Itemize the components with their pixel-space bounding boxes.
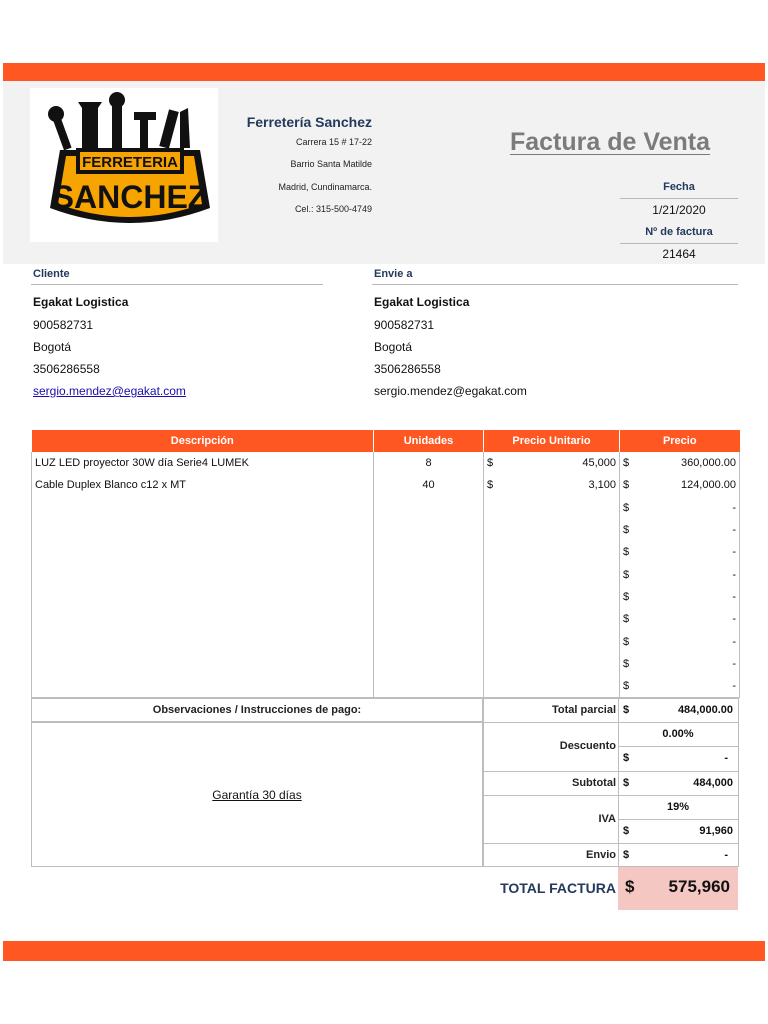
item-unit-price-currency (484, 563, 502, 585)
item-unit-price (502, 563, 620, 585)
item-description: Cable Duplex Blanco c12 x MT (32, 474, 374, 496)
discount-value: - (724, 752, 728, 764)
tax-currency: $ (623, 825, 630, 837)
item-price-currency: $ (620, 653, 638, 675)
item-unit-price-currency (484, 608, 502, 630)
totals-line-5 (618, 819, 739, 820)
item-unit-price-currency (484, 519, 502, 541)
logo-text-bottom: SANCHEZ (52, 179, 208, 215)
table-row (32, 497, 740, 519)
item-price: - (638, 563, 740, 585)
client-email-link[interactable]: sergio.mendez@egakat.com (33, 384, 186, 398)
client-id: 900582731 (33, 318, 94, 332)
item-description (32, 519, 374, 541)
items-header-row (32, 430, 740, 452)
item-price: - (638, 586, 740, 608)
totals-line-4 (483, 795, 739, 796)
table-row (32, 586, 740, 608)
invoice-title: Factura de Venta (509, 128, 711, 156)
ship-to-city: Bogotá (374, 340, 413, 354)
item-units (374, 630, 484, 652)
item-price: - (638, 630, 740, 652)
item-units (374, 563, 484, 585)
item-unit-price-currency (484, 630, 502, 652)
table-row (32, 474, 740, 496)
item-price-currency: $ (620, 452, 638, 474)
company-address-line2: Barrio Santa Matilde (290, 159, 372, 169)
ship-to-phone: 3506286558 (374, 362, 441, 376)
item-price: - (638, 497, 740, 519)
discount-percent: 0.00% (662, 728, 694, 740)
item-unit-price-currency (484, 653, 502, 675)
subtotal-value: 484,000 (693, 777, 733, 789)
items-table (31, 430, 740, 698)
totals-line-1 (483, 722, 739, 723)
item-unit-price (502, 541, 620, 563)
item-description (32, 653, 374, 675)
bottom-accent-bar (3, 941, 765, 961)
item-units (374, 675, 484, 697)
top-accent-bar (3, 63, 765, 81)
item-unit-price (502, 675, 620, 697)
ship-to-id: 900582731 (374, 318, 435, 332)
item-price-currency: $ (620, 630, 638, 652)
company-address-line1: Carrera 15 # 17-22 (295, 137, 372, 147)
item-units (374, 497, 484, 519)
invoice-date: 1/21/2020 (652, 203, 706, 217)
date-divider (620, 198, 738, 199)
logo-text-top: FERRETERIA (82, 154, 178, 171)
item-units (374, 608, 484, 630)
client-label: Cliente (33, 268, 70, 280)
item-description (32, 586, 374, 608)
ship-to-label: Envie a (374, 268, 413, 280)
table-row (32, 519, 740, 541)
item-unit-price-currency (484, 541, 502, 563)
item-units: 8 (374, 452, 484, 474)
item-description (32, 497, 374, 519)
header-unit-price: Precio Unitario (484, 430, 620, 452)
item-price-currency: $ (620, 541, 638, 563)
tax-percent: 19% (666, 801, 690, 813)
item-price-currency: $ (620, 608, 638, 630)
company-logo (30, 88, 218, 242)
item-description: LUZ LED proyector 30W día Serie4 LUMEK (32, 452, 374, 474)
grand-total-value: 575,960 (668, 877, 730, 896)
grand-total-box (618, 867, 738, 910)
subtotal-currency: $ (623, 777, 630, 789)
item-unit-price-currency: $ (484, 452, 502, 474)
grand-total-currency: $ (625, 877, 635, 896)
table-row (32, 630, 740, 652)
item-price-currency: $ (620, 563, 638, 585)
item-price-currency: $ (620, 474, 638, 496)
table-row (32, 675, 740, 697)
company-city: Madrid, Cundinamarca. (278, 182, 372, 192)
shipping-value: - (724, 849, 728, 861)
item-unit-price (502, 608, 620, 630)
header-price: Precio (620, 430, 740, 452)
item-description (32, 675, 374, 697)
invoice-number-label: Nº de factura (645, 226, 713, 238)
item-unit-price (502, 497, 620, 519)
item-description (32, 563, 374, 585)
table-row (32, 653, 740, 675)
invoice-number-divider (620, 243, 738, 244)
item-unit-price (502, 586, 620, 608)
item-price: - (638, 653, 740, 675)
item-price-currency: $ (620, 675, 638, 697)
totals-line-6 (483, 843, 739, 844)
partial-total-currency: $ (623, 704, 630, 716)
item-units (374, 519, 484, 541)
item-price: - (638, 608, 740, 630)
table-row (32, 608, 740, 630)
ship-to-divider (372, 284, 738, 285)
table-row (32, 452, 740, 474)
item-unit-price-currency (484, 675, 502, 697)
subtotal-label: Subtotal (572, 777, 616, 789)
company-name: Ferretería Sanchez (246, 114, 372, 130)
notes-text: Garantía 30 días (212, 788, 302, 802)
item-unit-price-currency (484, 497, 502, 519)
item-price: 124,000.00 (638, 474, 740, 496)
totals-line-2 (618, 746, 739, 747)
item-price-currency: $ (620, 586, 638, 608)
ship-to-email: sergio.mendez@egakat.com (374, 384, 527, 398)
partial-total-value: 484,000.00 (677, 704, 733, 716)
invoice-number: 21464 (662, 247, 696, 261)
date-label: Fecha (663, 181, 695, 193)
item-unit-price-currency (484, 586, 502, 608)
item-price-currency: $ (620, 497, 638, 519)
totals-divider (618, 698, 619, 867)
discount-label: Descuento (559, 740, 616, 752)
item-description (32, 608, 374, 630)
grand-total-label: TOTAL FACTURA (500, 880, 616, 896)
discount-currency: $ (623, 752, 630, 764)
company-phone: Cel.: 315-500-4749 (294, 204, 372, 214)
item-unit-price (502, 653, 620, 675)
table-row (32, 563, 740, 585)
client-name: Egakat Logistica (33, 295, 129, 309)
item-description (32, 541, 374, 563)
item-unit-price (502, 519, 620, 541)
header-description: Descripción (32, 430, 374, 452)
header-units: Unidades (374, 430, 484, 452)
client-phone: 3506286558 (33, 362, 100, 376)
item-units (374, 586, 484, 608)
item-units (374, 541, 484, 563)
item-description (32, 630, 374, 652)
item-unit-price (502, 630, 620, 652)
item-unit-price-currency: $ (484, 474, 502, 496)
item-price-currency: $ (620, 519, 638, 541)
table-row (32, 541, 740, 563)
item-price: - (638, 541, 740, 563)
shipping-label: Envio (586, 849, 616, 861)
notes-label: Observaciones / Instrucciones de pago: (152, 704, 362, 716)
ship-to-name: Egakat Logistica (374, 295, 470, 309)
item-price: - (638, 675, 740, 697)
tax-value: 91,960 (699, 825, 733, 837)
partial-total-label: Total parcial (552, 704, 616, 716)
item-price: 360,000.00 (638, 452, 740, 474)
item-price: - (638, 519, 740, 541)
item-unit-price: 45,000 (582, 457, 616, 470)
client-divider (31, 284, 323, 285)
item-unit-price: 3,100 (588, 479, 616, 492)
item-units (374, 653, 484, 675)
tax-label: IVA (598, 813, 616, 825)
totals-line-3 (483, 771, 739, 772)
item-units: 40 (374, 474, 484, 496)
client-city: Bogotá (33, 340, 72, 354)
shipping-currency: $ (623, 849, 630, 861)
